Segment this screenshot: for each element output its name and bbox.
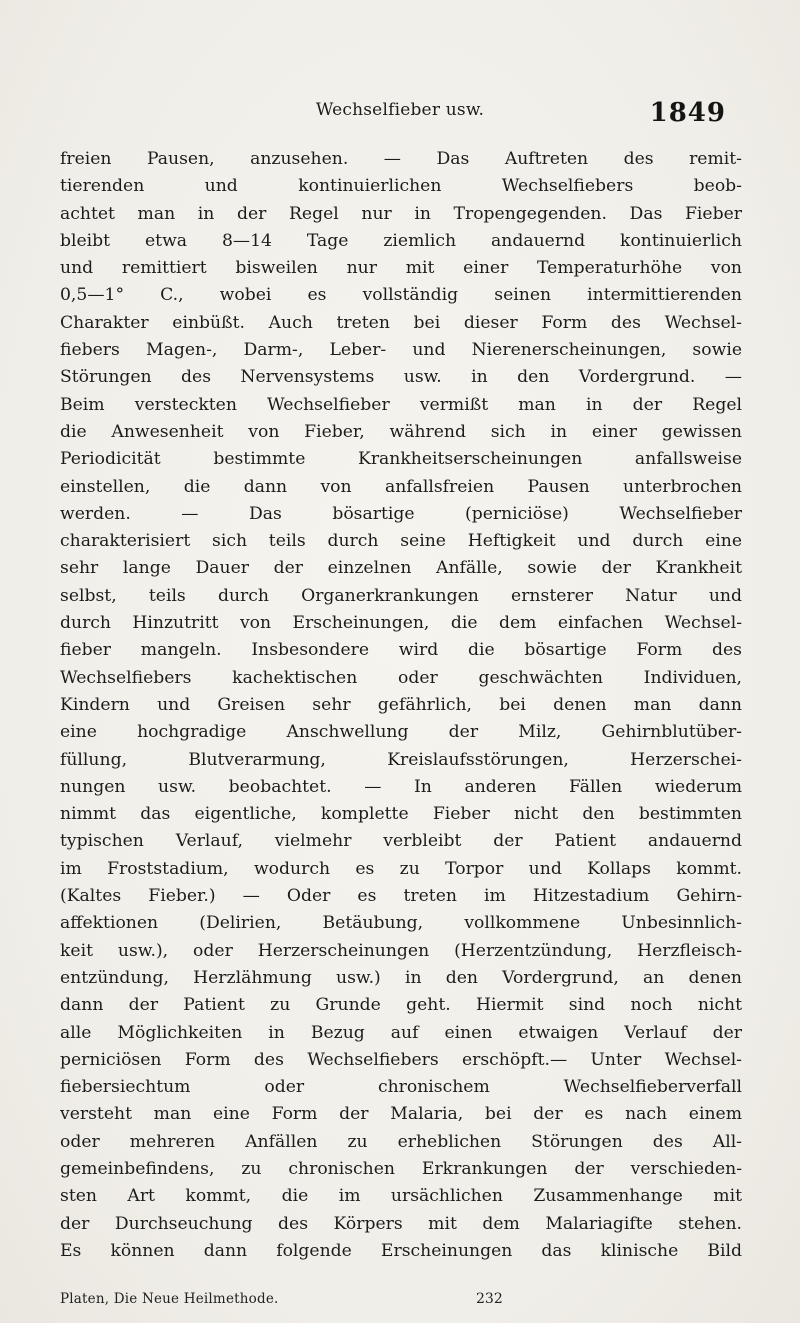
text-line: Periodicität bestimmte Krankheitserscheinungen anfallsweise — [60, 449, 742, 470]
text-line: nungen usw. beobachtet. — In anderen Fällen wiederum — [60, 776, 742, 797]
footer-source: Platen, Die Neue Heilmethode. — [60, 1291, 279, 1307]
text-line: Störungen des Nervensystems usw. in den Vordergrund. — — [60, 367, 742, 388]
text-line: gemeinbefindens, zu chronischen Erkrankungen der verschieden- — [60, 1158, 742, 1179]
text-line: Charakter einbüßt. Auch treten bei dieser Form des Wechsel- — [60, 312, 742, 333]
text-line: achtet man in der Regel nur in Tropengegenden. Das Fieber — [60, 203, 742, 224]
text-line: affektionen (Delirien, Betäubung, vollkommene Unbesinnlich- — [60, 913, 742, 934]
text-line: fiebersiechtum oder chronischem Wechselfieberverfall — [60, 1077, 742, 1098]
text-line: eine hochgradige Anschwellung der Milz, Gehirnblutüber- — [60, 722, 742, 743]
text-line: bleibt etwa 8—14 Tage ziemlich andauernd kontinuierlich — [60, 230, 742, 251]
page-number: 1849 — [649, 98, 726, 128]
text-line: Beim versteckten Wechselfieber vermißt man in der Regel — [60, 394, 742, 415]
text-line: füllung, Blutverarmung, Kreislaufsstörungen, Herzerschei- — [60, 749, 742, 770]
text-line: sten Art kommt, die im ursächlichen Zusammenhange mit — [60, 1186, 742, 1207]
text-line: dann der Patient zu Grunde geht. Hiermit sind noch nicht — [60, 995, 742, 1016]
text-line: Kindern und Greisen sehr gefährlich, bei denen man dann — [60, 694, 742, 715]
text-line: nimmt das eigentliche, komplette Fieber nicht den bestimmten — [60, 804, 742, 825]
sheet-number: 232 — [476, 1291, 503, 1307]
text-line: im Froststadium, wodurch es zu Torpor und Kollaps kommt. — [60, 858, 742, 879]
text-line: Wechselfiebers kachektischen oder geschwächten Individuen, — [60, 667, 742, 688]
page-footer — [60, 1291, 742, 1313]
text-line: die Anwesenheit von Fieber, während sich in einer gewissen — [60, 421, 742, 442]
text-line: sehr lange Dauer der einzelnen Anfälle, sowie der Krankheit — [60, 558, 742, 579]
text-line: versteht man eine Form der Malaria, bei der es nach einem — [60, 1104, 742, 1125]
running-head: Wechselfieber usw. — [315, 100, 485, 120]
body-text — [60, 146, 742, 1265]
text-line: einstellen, die dann von anfallsfreien Pausen unterbrochen — [60, 476, 742, 497]
text-line: fiebers Magen-, Darm-, Leber- und Nierenerscheinungen, sowie — [60, 340, 742, 361]
text-line: tierenden und kontinuierlichen Wechselfiebers beob- — [60, 176, 742, 197]
text-line: (Kaltes Fieber.) — Oder es treten im Hitzestadium Gehirn- — [60, 886, 742, 907]
text-line: freien Pausen, anzusehen. — Das Auftreten des remit- — [60, 149, 742, 169]
text-line: selbst, teils durch Organerkrankungen ernsterer Natur und — [60, 585, 742, 606]
text-line: Es können dann folgende Erscheinungen das klinische Bild — [60, 1240, 742, 1261]
text-line: durch Hinzutritt von Erscheinungen, die dem einfachen Wechsel- — [60, 613, 742, 634]
text-line: alle Möglichkeiten in Bezug auf einen etwaigen Verlauf der — [60, 1022, 742, 1043]
text-line: typischen Verlauf, vielmehr verbleibt der Patient andauernd — [60, 831, 742, 852]
text-line: perniciösen Form des Wechselfiebers erschöpft.— Unter Wechsel- — [60, 1049, 742, 1070]
text-line: der Durchseuchung des Körpers mit dem Malariagifte stehen. — [60, 1213, 742, 1234]
text-line: werden. — Das bösartige (perniciöse) Wechselfieber — [60, 503, 742, 524]
text-line: entzündung, Herzlähmung usw.) in den Vordergrund, an denen — [60, 967, 742, 988]
text-line: 0,5—1° C., wobei es vollständig seinen intermittierenden — [60, 285, 742, 306]
text-line: keit usw.), oder Herzerscheinungen (Herzentzündung, Herzfleisch- — [60, 940, 742, 961]
text-line: fieber mangeln. Insbesondere wird die bösartige Form des — [60, 640, 742, 661]
text-line: oder mehreren Anfällen zu erheblichen Störungen des All- — [60, 1131, 742, 1152]
text-line: und remittiert bisweilen nur mit einer Temperaturhöhe von — [60, 258, 742, 279]
text-line: charakterisiert sich teils durch seine Heftigkeit und durch eine — [60, 531, 742, 552]
page-header — [60, 98, 740, 138]
